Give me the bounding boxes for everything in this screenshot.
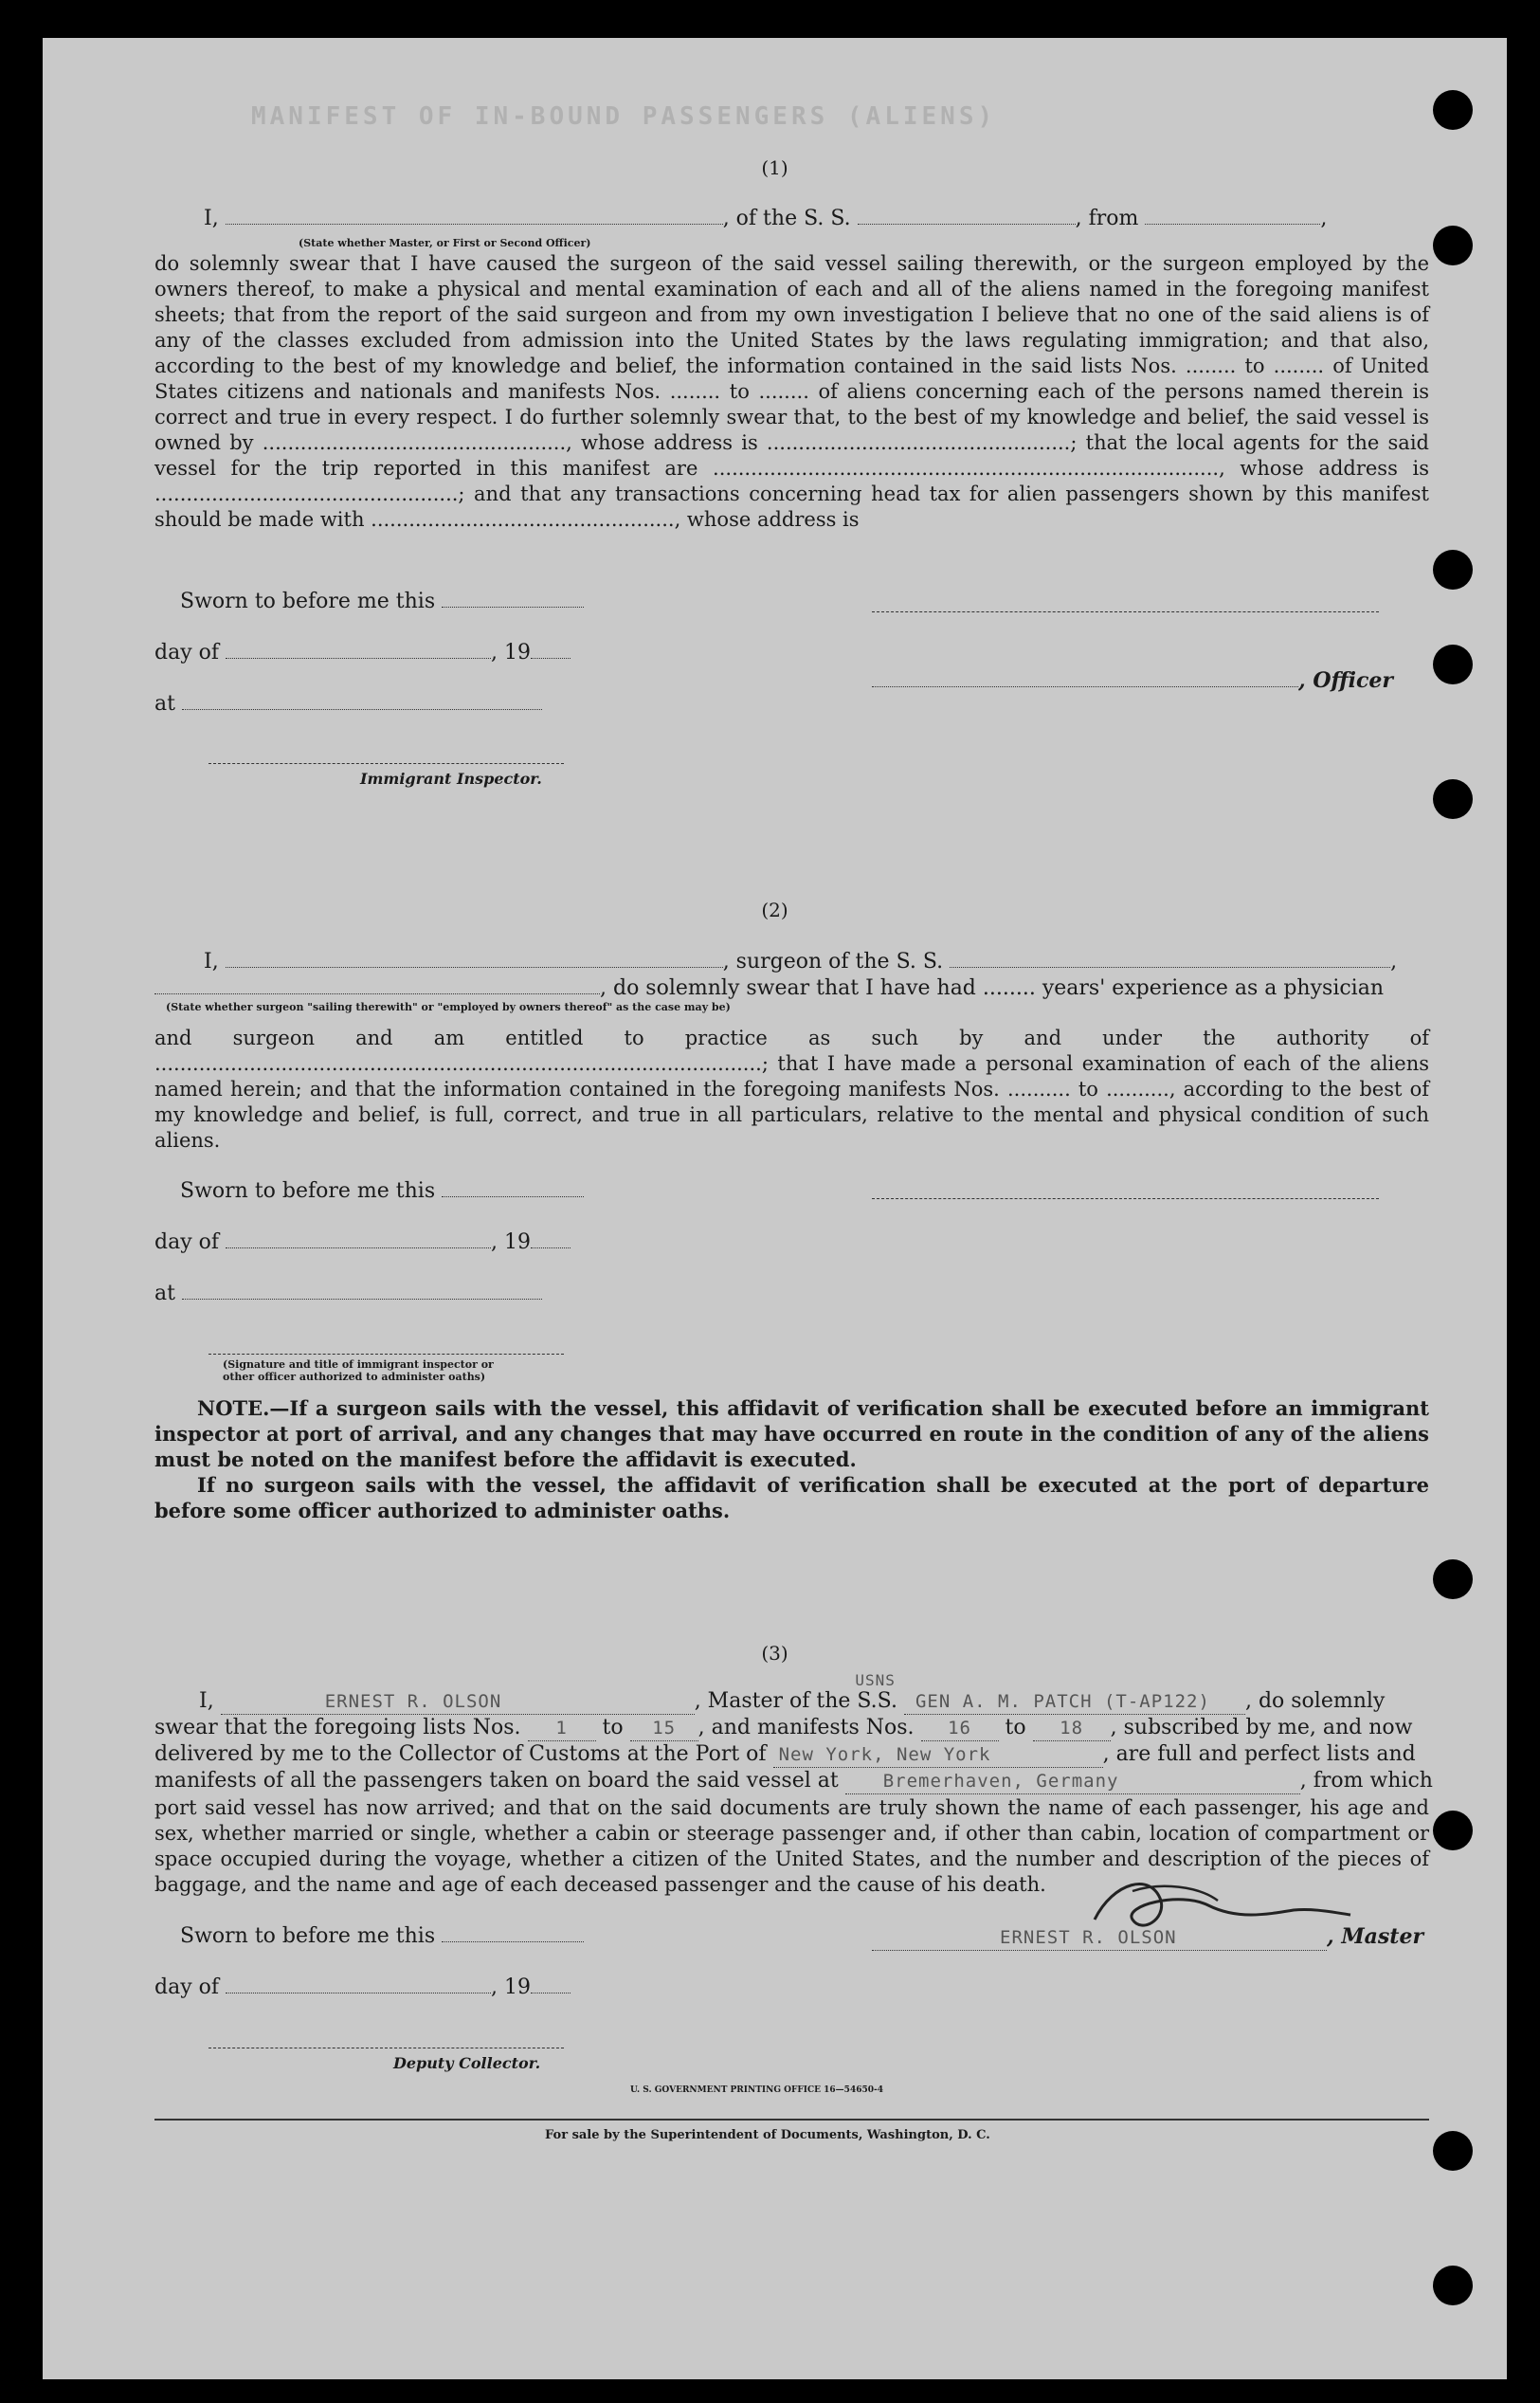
faded-header: MANIFEST OF IN-BOUND PASSENGERS (ALIENS) [251,102,997,131]
usns-fill: USNS [855,1671,896,1689]
surgeon-caption: (State whether surgeon "sailing therewith" or "employed by owners thereof" as the case may be) [166,1001,731,1013]
lists-to-fill: 15 [652,1718,677,1739]
lists-from-fill: 1 [555,1718,568,1739]
day-of-label-1: day of , 19 [154,641,571,665]
manifests-to-fill: 18 [1060,1718,1084,1739]
note-1: NOTE.—If a surgeon sails with the vessel, this affidavit of verification shall be executed before an immigrant inspector at port of arrival, and any changes that may have occurred en route in the condition of any of the aliens must be noted on the manifest before the affidavit is executed. [154,1396,1429,1471]
port-fill: New York, New York [778,1744,991,1765]
section-3-line4: manifests of all the passengers taken on board the said vessel at Bremerhaven, Germany , from which [154,1769,1433,1793]
from-label: , from [1075,207,1139,230]
section-3-line2: swear that the foregoing lists Nos. 1 to 15 , and manifests Nos. 16 to 18 , subscribed by me, and now [154,1716,1413,1739]
sale-imprint: For sale by the Superintendent of Documents, Washington, D. C. [545,2128,990,2142]
section-2-body: and surgeon and am entitled to practice as such by and under the authority of ................................................................................................; that I have made a personal examination of each of the aliens named herein; and that the information contained in the foregoing manifests Nos. .......... to .........., according to the best of my knowledge and belief, is full, correct, and true in all particulars, relative to the mental and physical condition of such aliens. [154,1027,1429,1152]
binder-hole [1433,2266,1473,2305]
footer-rule [154,2119,1429,2121]
of-ss-label: , of the S. S. [722,207,851,230]
officer-signature-line-top [872,611,1379,612]
section-3-line3: delivered by me to the Collector of Customs at the Port of New York, New York , are full and perfect lists and [154,1742,1416,1766]
section-2-line2: , do solemnly swear that I have had ........ years' experience as a physician [154,976,1384,1001]
ss-blank [858,209,1076,225]
master-name-fill: ERNEST R. OLSON [324,1691,502,1712]
section-3-number: (3) [761,1642,788,1665]
at-label-2: at [154,1282,542,1306]
section-3-body: port said vessel has now arrived; and that on the said documents are truly shown the name of each passenger, his age and sex, whether married or single, whether a cabin or steerage passenger and, if other than cabin, location of compartment or space occupied during the voyage, whether a citizen of the United States, and the number and description of the pieces of baggage, and the name and age of each deceased passenger and the cause of his death. [154,1796,1429,1896]
administer-caption-2: other officer authorized to administer oaths) [223,1371,486,1383]
master-signature-line: ERNEST R. OLSON , Master [872,1924,1423,1951]
administer-caption-1: (Signature and title of immigrant inspector or [223,1358,494,1371]
binder-hole [1433,226,1473,265]
binder-hole [1433,645,1473,684]
section-1-body: do solemnly swear that I have caused the surgeon of the said vessel sailing therewith, or the surgeon employed by the owners thereof, to make a physical and mental examination of each and all of the aliens named in the foregoing manifest sheets; that from the report of the said surgeon and from my own investigation I believe that no one of the said aliens is of any of the classes excluded from admission into the United States by the laws regulating immigration; and that also, according to the best of my knowledge and belief, the information contained in the said lists Nos. ........ to ........ of United States citizens and nationals and manifests Nos. ........ to ........ of aliens concerning each of the persons named therein is correct and true in every respect. I do further solemnly swear that, to the best of my knowledge and belief, the said vessel is owned by ................................................, whose address is ................................................; that the local agents for the said vessel for the trip reported in this manifest are ................................................................................, whose address is ................................................; and that any transactions concerning head tax for alien passengers shown by this manifest should be made with ................................................, whose address is [154,252,1429,531]
inspector-signature-line [208,763,564,764]
section-1-line1: I, , of the S. S. , from , [204,207,1328,230]
binder-hole [1433,90,1473,130]
binder-hole [1433,2131,1473,2171]
gpo-imprint: U. S. GOVERNMENT PRINTING OFFICE 16—54650-4 [630,2085,883,2095]
day-of-label-3: day of , 19 [154,1975,571,2000]
binder-hole [1433,550,1473,590]
day-of-label-2: day of , 19 [154,1230,571,1255]
section-3-line1: I, ERNEST R. OLSON , Master of the S.S. USNS GEN A. M. PATCH (T-AP122) , do solemnly [199,1689,1385,1715]
from-blank [1145,209,1320,225]
master-typed-name: ERNEST R. OLSON [1000,1927,1177,1948]
inspector-caption: Immigrant Inspector. [360,770,542,788]
officer-signature-line: , Officer [872,668,1393,694]
officer-caption: (State whether Master, or First or Second Officer) [299,237,591,249]
binder-hole [1433,1811,1473,1850]
section-2-line1: I, , surgeon of the S. S. , [204,950,1398,974]
officer-blank [226,209,723,225]
section-1-number: (1) [761,156,788,179]
sworn-label-3: Sworn to before me this [180,1924,584,1949]
i-label: I, [204,207,219,230]
surgeon-signature-line [872,1198,1379,1199]
at-label-1: at [154,692,542,717]
note-2: If no surgeon sails with the vessel, the affidavit of verification shall be executed at the port of departure before some officer authorized to administer oaths. [154,1473,1429,1522]
sworn-label-1: Sworn to before me this [180,590,584,614]
binder-hole [1433,1559,1473,1599]
manifest-page [43,38,1507,2379]
sworn-label-2: Sworn to before me this [180,1179,584,1204]
binder-hole [1433,779,1473,819]
deputy-caption: Deputy Collector. [393,2054,541,2072]
vessel-fill: GEN A. M. PATCH (T-AP122) [915,1691,1210,1712]
section-2-number: (2) [761,899,788,921]
embark-port-fill: Bremerhaven, Germany [882,1771,1119,1792]
manifests-from-fill: 16 [948,1718,971,1739]
administer-signature-line [208,1354,564,1355]
